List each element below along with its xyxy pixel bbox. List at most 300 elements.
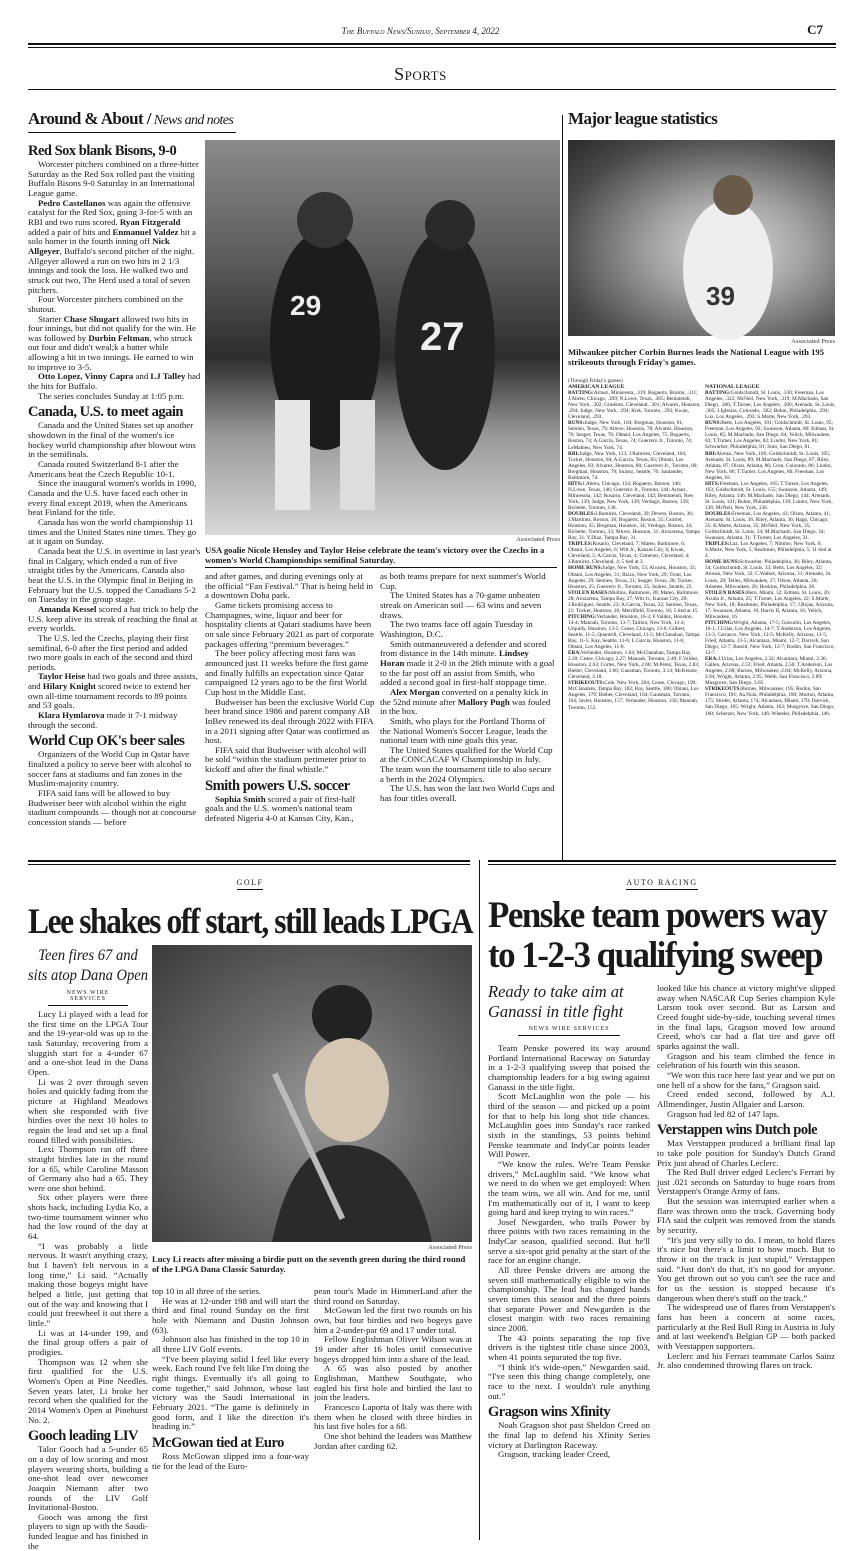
- text: Starter: [38, 313, 64, 324]
- auto-column-1: [488, 1044, 650, 1540]
- league-name: NATIONAL LEAGUE: [705, 384, 760, 390]
- stat-leaders: Freeman, Los Angeles, 165; T.Turner, Los Angeles, 163; Goldschmidt, St. Louis, 155; Swanson, Atlanta, 149; Riley, Atlanta, 146; M.Machado, San Diego, 144; Arenado, St. Louis, 141; Bohm, Philadelphia, 139; Lindor, New York, 136; McNeil, New York, 136.: [705, 480, 833, 511]
- stat-label: HITS:: [568, 480, 583, 487]
- text: scored a pair of first-half goals and the U.S. women's national team defeated Nigeria 4-0 at Kansas City, Kan.,: [205, 793, 356, 824]
- paragraph: [28, 1193, 148, 1241]
- text: Six other players were three shots back, including Lydia Ko, a two-time tournament winner who had the low round of the day at 64.: [28, 1192, 148, 1242]
- stat-label: STRIKEOUTS:: [705, 686, 742, 693]
- text: Creed ended second, followed by A.J. Allmendinger, Justin Allgaier and Larson.: [657, 1089, 835, 1109]
- stat-leaders: Freeman, Los Angeles, 43; Olson, Atlanta, 41; Arenado, St. Louis, 36; Riley, Atlanta, 36; Happ, Chicago, 35; K.Marte, Arizona, 35; McNeil, New York, 35; Goldschmidt, St. Louis, 34; M.Machado, San Diego, 34; Swanson, Atlanta, 31; T.Turner, Los Angeles, 31.: [705, 510, 831, 542]
- text: “We won this race here last year and we put on one hell of a show for the fans,” Gragson said.: [657, 1069, 835, 1090]
- stat-category: [568, 650, 701, 680]
- stat-label: STRIKEOUTS:: [568, 680, 605, 687]
- stat-label: RUNS:: [705, 420, 722, 427]
- stat-category: [705, 511, 836, 541]
- around-column-3: [380, 572, 555, 860]
- paragraph: [314, 1335, 472, 1364]
- text: Since the inaugural women's worlds in 1990, Canada and the U.S. have faced each other in every final except 2019, when the Americans beat Finland for the title.: [28, 478, 197, 518]
- stat-category: [568, 541, 701, 565]
- golf-kicker: [28, 878, 472, 887]
- paragraph: [380, 620, 555, 639]
- stat-category: [568, 390, 701, 420]
- stat-label: HITS:: [705, 480, 720, 487]
- stat-leaders: Bern, Miami, 32; Edman, St. Louis, 26; Acuña Jr., Atlanta, 25; T.Turner, Los Angeles, 22; S.Marte, New York, 18; Realmuto, Philadelphia, 17; J.Rojas, Arizona, 17; Swanson, Atlanta, 16; Harris II, Atlanta, 16; Yelich, Milwaukee, 16.: [705, 589, 834, 620]
- text: Canada has won the world championship 11 times and the United States nine times. They go at it again on Sunday.: [28, 516, 197, 547]
- text: was fouled in the box.: [380, 696, 551, 717]
- stat-category: [568, 420, 701, 450]
- svg-text:27: 27: [420, 315, 465, 359]
- stat-leaders: Arraez, Minnesota, .319; Bogaerts, Boston, .311; J.Abreu, Chicago, .309; N.Lowe, Texas, .305; Benintendi, New York, .302; Giménez, Cleveland, .301; Alvarez, Houston, .294; Judge, New York, .294; Kirk, Toronto, .293; Kwan, Cleveland, .293.: [568, 390, 701, 421]
- pitcher-figure: [568, 140, 835, 336]
- text: Scott McLaughlin won the pole — his third of the season — and picked up a point for that to help his long shot title chances. McLaughlin goes into Sunday's race ranked sixth in the standings, 53 points behind Penske teammate and IndyCar points leader Will Power.: [488, 1091, 650, 1160]
- stat-label: HOME RUNS:: [568, 565, 603, 572]
- stat-leaders: Alonso, New York, 106; Goldschmidt, St. Louis, 105; Arenado, St. Louis, 89; M.Machado, San Diego, 87; Riley, Atlanta, 87; Olson, Atlanta, 86; Cron, Colorado, 86; Lindor, New York, 86; T.Turner, Los Angeles, 86; Freeman, Los Angeles, 81.: [705, 450, 832, 481]
- stat-label: STOLEN BASES:: [705, 589, 747, 596]
- svg-text:39: 39: [706, 281, 735, 311]
- paragraph: [28, 634, 201, 673]
- text: Li was at 14-under 199, and the final group offers a pair of prodigies.: [28, 1327, 148, 1357]
- bold-name: LJ Talley: [150, 371, 186, 382]
- around-column-1: [28, 140, 201, 860]
- paragraph: [488, 1334, 650, 1363]
- golf-headline: Lee shakes off start, still leads LPGA: [28, 901, 473, 941]
- page-number: C7: [807, 22, 823, 37]
- stat-leaders: Burnes, Milwaukee, 195; Rodón, San Francisco, 191; Aa.Nola, Philadelphia, 180; Morton, Atlanta, 175; Strider, Atlanta, 174; Alcantara, Miami, 170; Darvish, San Diego, 165; Wright, Atlanta, 163; Musgrove, San Diego, 160; Scherzer, New York, 146; Wheeler, Philadelphia, 146.: [705, 686, 835, 717]
- bold-name: Enmanuel Valdez: [112, 226, 179, 237]
- paragraph: [488, 1160, 650, 1218]
- byline: NEWS WIRE SERVICES: [48, 990, 128, 1006]
- stat-label: STOLEN BASES:: [568, 589, 610, 596]
- text: McGowan led the first two rounds on his own, but four birdies and two bogeys gave him a 2-under-par 69 and 17 under total.: [314, 1305, 472, 1335]
- stat-leaders: Luz, Los Angeles, 7; Nimmo, New York, 6; S.Marte, New York, 5; Realmuto, Philadelphia, 5; 11 tied at 4.: [705, 541, 832, 560]
- bold-name: Lindsey Horan: [380, 648, 529, 668]
- text: , who struck out four and didn't weal;k a batter while allowing a hit in two innings. He earned to win to improve to 3-5.: [28, 332, 194, 372]
- stat-category: [705, 420, 836, 450]
- subhead: Red Sox blank Bisons, 9-0: [28, 143, 177, 159]
- stat-leaders: Rosario, Cleveland, 7; Mateo, Baltimore, 6; Ohtani, Los Angeles, 6; Witt Jr., Kansas City, 6; Kwan, Cleveland, 5; A.García, Texas, 4; Gimenez, Cleveland, 4; J.Ramírez, Cleveland, 4; 5 tied at 3.: [568, 541, 690, 566]
- paragraph: [28, 1145, 148, 1193]
- text: The widespread use of flares from Verstappen's fans has been a concern at some races, particularly at the Red Bull Ring in Austria in July and at last weekend's Belgian GP — both packed with Verstappen supporters.: [657, 1302, 835, 1351]
- text: pean tour's Made in HimmerLand after the third round on Saturday.: [314, 1286, 472, 1306]
- paragraph: [657, 1197, 835, 1236]
- text: Organizers of the World Cup in Qatar have finalized a policy to serve beer with alcohol to soccer fans at stadiums and fan zones in the Muslim-majority country.: [28, 749, 192, 789]
- text: The Red Bull driver edged Leclerc's Ferrari by just .021 seconds on Saturday to huge roars from Verstappen's Orange Army of fans.: [657, 1167, 835, 1197]
- around-title: Around & About /: [28, 109, 151, 128]
- stat-label: HOME RUNS:: [705, 559, 740, 566]
- stat-category: [705, 541, 836, 559]
- stat-label: ERA:: [568, 650, 581, 657]
- paragraph: [657, 1236, 835, 1304]
- stat-category: [568, 481, 701, 511]
- paragraph: [657, 1071, 835, 1090]
- stat-label: RUNS:: [568, 420, 585, 427]
- stats-note: (Through Friday's games): [568, 378, 623, 384]
- stat-category: [705, 481, 836, 511]
- text: The United States qualified for the World Cup at the CONCACAF W Championship in July. The team won the tournament title to also secure a berth in the 2024 Olympics.: [380, 744, 553, 784]
- paragraph: [314, 1432, 472, 1451]
- paragraph: [28, 460, 201, 479]
- text: as both teams prepare for next summer's World Cup.: [380, 571, 546, 591]
- paragraph: [28, 372, 201, 391]
- paragraph: [28, 315, 201, 373]
- text: made it 7-1 midway through the second.: [28, 710, 178, 730]
- text: Lucy Li played with a lead for the first time on the LPGA Tour and the 19-year-old was up to the task Saturday, recovering from a sluggish start for a 4-under 67 and a one-shot lead in the Dana Open.: [28, 1009, 148, 1077]
- paragraph: [657, 1352, 835, 1371]
- baseball-photo: [568, 140, 835, 336]
- photo-caption: Milwaukee pitcher Corbin Burnes leads the National League with 195 strikeouts through Friday's games.: [568, 347, 824, 367]
- paragraph: [488, 1218, 650, 1266]
- text: The series concludes Sunday at 1:05 p.m.: [38, 390, 185, 401]
- subhead: Gooch leading LIV: [28, 1428, 138, 1445]
- paragraph: [657, 1090, 835, 1109]
- stat-label: BATTING:: [568, 390, 594, 397]
- stat-category: [568, 614, 701, 650]
- divider: [28, 860, 470, 865]
- stat-category: [705, 590, 836, 620]
- bold-name: Taylor Heise: [38, 671, 86, 682]
- stat-leaders: J.Urías, Los Angeles, 2.32; Alcantara, Miami, 2.36; Gallen, Arizona, 2.53; Fried, Atlanta, 2.56; T.Anderson, Los Angeles, 2.68; Burnes, Milwaukee, 2.84; McKelly, Arizona, 2.94; Wright, Atlanta, 2.95; Webb, San Francisco, 2.89; Musgrove, San Diego, 3.05.: [705, 656, 833, 687]
- golf-column-1: [28, 1009, 148, 1551]
- paragraph: [28, 1358, 148, 1426]
- photo-credit: Associated Press: [791, 338, 835, 345]
- text: The two teams face off again Tuesday in Washington, D.C.: [380, 619, 533, 639]
- bold-name: Sophia Smith: [215, 793, 266, 804]
- text: The 43 points separating the top five drivers is the tightest title chase since 2003, when 41 points separated the top five.: [488, 1332, 650, 1362]
- paragraph: [28, 199, 201, 296]
- text: hit a solo homer in the fourth inning off: [28, 226, 196, 247]
- text: added a pair of hits and: [28, 226, 113, 237]
- stat-category: [568, 590, 701, 614]
- paragraph: [205, 698, 375, 746]
- folio: The Buffalo News/Sunday, September 4, 2022: [341, 26, 500, 36]
- divider: [28, 43, 836, 48]
- paragraph: [28, 1010, 148, 1078]
- text: Smith outmaneuvered a defender and scored from distance in the 14th minute.: [380, 638, 547, 659]
- text: Canada and the United States set up another showdown in the final of the women's ice hockey world championship after blowout wins in the semifinals.: [28, 420, 196, 460]
- text: Canada beat the U.S. in overtime in last year's final in Calgary, which ended a run of five straight titles by the Americans. Canada also beat the U.S. in the Olympic final in Beijing in February but the U.S. topped the Canadians 5-2 on Tuesday in the group stage.: [28, 545, 201, 605]
- text: Li was 2 over through seven holes and quickly fading from the picture at Highland Meadows when she responded with five birdies over the next 10 holes to regain the lead and set up a final round filled with possibilities.: [28, 1076, 148, 1145]
- text: Francesco Laporta of Italy was there with them when he closed with three birdies in his last five holes for a 68.: [314, 1401, 472, 1432]
- stat-category: [568, 680, 701, 710]
- text: converted on a penalty kick in the 52nd minute after: [380, 686, 549, 707]
- photo-caption: Lucy Li reacts after missing a birdie putt on the seventh green during the third round of the LPGA Dana Classic Saturday.: [152, 1254, 466, 1274]
- stat-leaders: Judge, New York, 113; J.Ramírez, Cleveland, 104; Tucker, Houston, 94; A.García, Texas, 83; Ohtani, Los Angeles, 83; Alvarez, Houston, 80; Guerrero Jr., Toronto, 80; Bregman, Houston, 78; Suárez, Seattle, 76; Santander, Baltimore, 74.: [568, 450, 698, 481]
- text: Josef Newgarden, who trails Power by three points with two races remaining in the IndyCar season, qualified second. But he'll serve a six-spot grid penalty at the start of the race for an engine change.: [488, 1216, 650, 1266]
- text: scored a hat trick to help the U.S. keep alive its streak of reaching the final at every worlds.: [28, 603, 199, 634]
- paragraph: [488, 1450, 650, 1460]
- auto-column-2: [657, 984, 835, 1540]
- paragraph: [28, 1329, 148, 1358]
- paragraph: [657, 1168, 835, 1197]
- nl-categories: [705, 390, 836, 717]
- paragraph: [380, 688, 555, 717]
- paragraph: [28, 479, 201, 518]
- text: “It's just very silly to do. I mean, to hold flares it's nice but there's a limit to how much. But to throw it on the track is just stupid,” Verstappen said. “Just don't do that, it's no good for anyone. You get thrown out so you can't see the race and for us the session is stopped because it's dangerous when there's stuff on the track.”: [657, 1234, 835, 1303]
- text: Johnson also has finished in the top 10 in all three LIV Golf events.: [152, 1334, 309, 1354]
- subhead: Verstappen wins Dutch pole: [657, 1122, 818, 1139]
- paragraph: [314, 1364, 472, 1403]
- kicker-label: AUTO RACING: [626, 878, 697, 890]
- section-title: Sports: [394, 64, 447, 84]
- golf-deck-block: [28, 946, 148, 1006]
- golf-deck-box: [28, 946, 148, 986]
- subhead: Gragson wins Xfinity: [488, 1404, 611, 1421]
- stat-leaders: Cole, New York, 204; Cease, Chicago, 190; McClanahan, Tampa Bay, 182; Ray, Seattle, 180; Ohtani, Los Angeles, 179; Bieber, Cleveland, 164; Gausman, Toronto, 164; Javier, Houston, 157; Verlander, Houston, 156; Manoah, Toronto, 153.: [568, 680, 699, 711]
- paragraph: [205, 795, 375, 824]
- hockey-photo: [205, 140, 560, 535]
- stat-label: DOUBLES:: [568, 511, 596, 518]
- svg-text:29: 29: [290, 290, 322, 321]
- text: Leclerc and his Ferrari teammate Carlos Sainz Jr. also condemned throwing flares on track.: [657, 1350, 835, 1371]
- bold-name: Amanda Kessel: [38, 603, 97, 614]
- byline: NEWS WIRE SERVICES: [518, 1026, 620, 1036]
- stat-leaders: J.Ramírez, Cleveland, 39; Devers, Boston, 36; J.Martinez, Boston, 36; Bogaerts, Boston, 35; Gurriel, Houston, 35; Bregman, Houston, 34; Verdugo, Boston, 34; Bichette, Toronto, 33; Altuve, Houston, 31; Arozarena, Tampa Bay, 31; Y.Díaz, Tampa Bay, 31.: [568, 511, 700, 542]
- text: Four Worcester pitchers combined on the shutout.: [28, 294, 183, 314]
- text: Gooch was among the first players to sign up with the Saudi-funded league and has finished in the: [28, 1511, 148, 1551]
- bold-name: Ryan Fitzgerald: [119, 216, 181, 227]
- stat-leaders: Wright, Atlanta, 17-5; Gonsolin, Los Angeles, 16-1; J.Urías, Los Angeles, 14-7; T.Anderson, Los Angeles, 13-3; Carrasco, New York, 13-5; McKelly, Arizona, 13-5; Fried, Atlanta, 13-5; Alcantara, Miami, 12-7; Darvish, San Diego, 12-7; Bassitt, New York, 12-7; Rodón, San Francisco, 12-7.: [705, 619, 835, 657]
- auto-deck-box: [488, 982, 650, 1022]
- golf-photo: [152, 945, 472, 1242]
- text: Max Verstappen produced a brilliant final lap to take pole position for Sunday's Dutch Grand Prix just ahead of Charles Leclerc.: [657, 1138, 835, 1168]
- paragraph: [205, 572, 375, 601]
- text: “We know the rules. We're Team Penske drivers,” McLaughlin said. “We know what we need to do when we get employed: When the team wins, we all win. And for me, until I'm mathematically out of it, I want to keep going hard and keep trying to win races.”: [488, 1158, 650, 1218]
- stat-category: [705, 620, 836, 656]
- paragraph: [657, 1303, 835, 1351]
- paragraph: [205, 649, 375, 697]
- paragraph: [28, 672, 201, 711]
- text: was again the offensive catalyst for the Red Sox, going 3-for-5 with an RBI and two runs scored.: [28, 197, 193, 227]
- paragraph: [488, 1044, 650, 1092]
- text: “I think it's wide-open,” Newgarden said. “I've seen this thing change completely, one race to the next. I wouldn't rule anything out.”: [488, 1361, 650, 1401]
- stat-leaders: Betts, Los Angeles, 101; Goldschmidt, St. Louis, 95; Freeman, Los Angeles, 93; Swanson, Atlanta, 86; Edman, St. Louis, 85; M.Machado, San Diego, 84; Yelich, Milwaukee, 83; T.Turner, Los Angeles, 82; Lindor, New York, 81; Schwarber, Philadelphia, 81; Soto, San Diego, 81.: [705, 420, 835, 451]
- stat-label: RBI:: [705, 450, 717, 457]
- subhead: Smith powers U.S. soccer: [205, 777, 350, 794]
- divider: [205, 567, 557, 568]
- text: and: [133, 371, 151, 382]
- bold-name: Klara Hymlarova: [38, 710, 105, 721]
- column-divider: [562, 115, 563, 860]
- paragraph: [28, 547, 201, 605]
- text: Gragson had led 82 of 147 laps.: [667, 1108, 780, 1119]
- paragraph: [28, 518, 201, 547]
- paragraph: [314, 1403, 472, 1432]
- text: Budweiser has been the exclusive World Cup beer brand since 1986 and parent company AB InBev renewed its deal through 2022 with FIFA in a 2011 signing after Qatar was confirmed as host.: [205, 696, 375, 746]
- text: The United States has a 70-game unbeaten streak on American soil — 63 wins and seven draws.: [380, 590, 542, 620]
- stat-leaders: Judge, New York, 53; Alvarez, Houston, 33; Ohtani, Los Angeles, 31; Rizzo, New York, 29; Trout, Los Angeles, 29; Semien, Texas, 21; Seager, Texas, 28; Tucker, Houston, 25; Guerrero Jr., Toronto, 25; Suárez, Seattle, 25.: [568, 565, 697, 590]
- paragraph: [205, 601, 375, 649]
- text: allowed two hits in four innings, but did not qualify for the win. He was followed by: [28, 313, 196, 343]
- text: The beer policy affecting most fans was announced just 11 weeks before the first game and finally fulfills an expectation since Qatar campaigned 12 years ago to be the first World Cup host in the Middle East.: [205, 648, 369, 697]
- paragraph: [380, 591, 555, 620]
- column-divider: [479, 860, 480, 1540]
- bold-name: Pedro Castellanos: [38, 197, 106, 208]
- paragraph: [28, 605, 201, 634]
- golf-column-3: [314, 1287, 472, 1540]
- around-column-2: [205, 572, 375, 860]
- text: A 65 was also posted by another Englishman, Matthew Southgate, who eagled his first hole and birdied the last to join the leaders.: [314, 1363, 472, 1403]
- around-header: [28, 109, 236, 133]
- paragraph: [380, 717, 555, 746]
- text: Ross McGowan slipped into a four-way tie for the lead of the Euro-: [152, 1450, 309, 1471]
- subhead: Canada, U.S. to meet again: [28, 404, 183, 421]
- auto-deck-block: [488, 982, 650, 1036]
- paragraph: [28, 160, 201, 199]
- around-subtitle: News and notes: [150, 113, 234, 128]
- paragraph: [488, 1092, 650, 1160]
- golf-deck: Teen fires 67 and sits atop Dana Open: [28, 947, 148, 984]
- auto-headline: Penske team powers way to 1-2-3 qualifying sweep: [488, 895, 827, 976]
- paragraph: [488, 1421, 650, 1450]
- stat-leaders: Verlander, Houston, 1.84; McClanahan, Tampa Bay, 2.20; Cease, Chicago, 2.27; Manoah, Toronto, 2.40; F.Valdez, Houston, 2.63; Cortes, New York, 2.68; M.Pérez, Texas, 2.83; Bieber, Cleveland, 3.06; Gausman, Toronto, 3.14; McKenzie, Cleveland, 3.18.: [568, 650, 700, 681]
- stat-leaders: Verlander, Houston, 16-3; F.Valdez, Houston, 14-4; Manoah, Toronto, 13-7; Taillon, New York, 13-4; Urquidy, Houston, 13-5; Cease, Chicago, 13-6; Gilbert, Seattle, 11-5; Quantrill, Cleveland, 11-5; McClanahan, Tampa Bay, 11-5; Kay, Seattle, 11-6; L.García, Houston, 11-6; Ohtani, Los Angeles, 11-8.: [568, 613, 700, 651]
- photo-credit: Associated Press: [428, 1244, 472, 1251]
- photo-credit: Associated Press: [516, 536, 560, 543]
- paragraph: [657, 1110, 835, 1120]
- text: Gragson, tracking leader Creed,: [498, 1449, 611, 1460]
- stat-category: [568, 565, 701, 589]
- bold-name: Durbin Feltman: [88, 332, 150, 343]
- text: FIFA said that Budweiser with alcohol will be sold “within the stadium perimeter prior to kickoff and after the final whistle.”: [205, 744, 367, 775]
- stat-category: [568, 511, 701, 541]
- text: The U.S. has won the last two World Cups and has four titles overall.: [380, 783, 555, 804]
- stat-leaders: Schwarber, Philadelphia, 36; Riley, Atlanta, 34; Goldschmidt, St. Louis, 33; Betts, Los Angeles, 32; Alonso, New York, 32; C.Walker, Arizona, 31; Arenado, St. Louis, 28; Tellez, Milwaukee, 27; Olson, Atlanta, 26; Adames, Milwaukee, 26; Hoskins, Philadelphia, 26.: [705, 559, 833, 590]
- text: made it 2-0 in the 26th minute with a goal to the far post off an assist from Smith, who added a second goal in first-half stoppage time.: [380, 657, 555, 688]
- stat-category: [705, 656, 836, 686]
- nl-stats: [705, 384, 836, 860]
- hockey-photo-figures: [205, 140, 560, 535]
- paragraph: [28, 750, 201, 789]
- text: Fellow Englishman Oliver Wilson was at 19 under after 16 holes until consecutive bogeys dropped him into a share of the lead.: [314, 1334, 472, 1364]
- paragraph: [28, 1445, 148, 1513]
- stat-leaders: Judge, New York, 104; Bregman, Houston, 81; Semien, Texas, 79; Altuve, Houston, 78; Alvarez, Houston, 76; Seager, Texas, 76; Ohtani, Los Angeles, 75; Bogaerts, Boston, 74; A.García, Texas, 74; Guerrero Jr., Toronto, 74; LeMahieu, New York, 74.: [568, 420, 694, 451]
- text: But the session was interrupted earlier when a flare was thrown onto the track. Governing body FIA said the culprit was removed from the stands by security.: [657, 1196, 835, 1236]
- text: Worcester pitchers combined on a three-hitter Saturday as the Red Sox rolled past the visiting Buffalo Bisons 9-0 Saturday in an International League game.: [28, 159, 199, 198]
- kicker-label: GOLF: [237, 878, 264, 890]
- paragraph: [152, 1297, 309, 1336]
- stat-leaders: J.Abreu, Chicago, 154; Bogaerts, Boston, 146; N.Lowe, Texas, 146; Guerrero Jr., Toronto, 144; Arraez, Minnesota, 142; Rosario, Cleveland, 142; Benintendi, New York, 139; Judge, New York, 139; Verdugo, Boston, 139; Bichette, Toronto, 138.: [568, 480, 694, 511]
- paragraph: [314, 1306, 472, 1335]
- text: Game tickets promising access to Champagnes, wine, liquor and beer for hospitality clients at Qatari stadiums have been on sale since February 2021 as part of corporate packages offering “premium beverages.”: [205, 599, 375, 649]
- stat-category: [705, 686, 836, 716]
- bold-name: Otto Lopez, Vinny Capra: [38, 371, 134, 382]
- subhead: McGowan tied at Euro: [152, 1434, 284, 1451]
- stat-label: DOUBLES:: [705, 510, 733, 517]
- paragraph: [28, 421, 201, 460]
- paragraph: [28, 789, 201, 828]
- paragraph: [28, 392, 201, 402]
- stat-category: [705, 559, 836, 589]
- paragraph: [152, 1452, 309, 1471]
- paragraph: [380, 572, 555, 591]
- paragraph: [28, 1078, 148, 1146]
- stats-title: Major league statistics: [568, 109, 718, 128]
- paragraph: [152, 1335, 309, 1354]
- stat-category: [705, 390, 836, 420]
- photo-caption: USA goalie Nicole Hensley and Taylor Heise celebrate the team's victory over the Czechs in a women's World Championships semifinal Saturday.: [205, 545, 545, 565]
- stat-label: ERA:: [705, 656, 718, 663]
- stat-category: [705, 451, 836, 481]
- text: Noah Gragson shot past Sheldon Creed on the final lap to defend his Xfinity Series victory at Darlington Raceway.: [488, 1420, 650, 1450]
- stat-label: RBI:: [568, 450, 580, 457]
- bold-name: Alex Morgan: [390, 686, 440, 697]
- paragraph: [380, 640, 555, 688]
- paragraph: [28, 295, 201, 314]
- text: All three Penske drivers are among the seven still mathematically eligible to win the championship. The lead has changed hands seven times this season and the three points that separate Power and Newgarden is the closest margin with two races remaining since 2008.: [488, 1265, 650, 1334]
- divider: [28, 89, 836, 90]
- text: The U.S. led the Czechs, playing their first semifinal, 6-0 after the first period and added two more goals in each of the second and third periods.: [28, 632, 193, 672]
- auto-deck: Ready to take aim at Ganassi in title fight: [488, 982, 624, 1021]
- text: He was at 12-under 198 and will start the third and final round Sunday on the first hole with Niemann and Dustin Johnson (63).: [152, 1295, 309, 1335]
- text: looked like his chance at victory might've slipped away when NASCAR Cup Series champion Kyle Larson took over second. But as Larson and Creed fought side-by-side, touching several times in the final laps, Gragson moved low around Creed, who's car had a flat tire and gave off sparks against the wall.: [657, 983, 835, 1051]
- paragraph: [488, 1266, 650, 1334]
- text: had two goals and three assists, and: [28, 671, 198, 692]
- paragraph: [205, 746, 375, 775]
- golfer-figure: [152, 945, 472, 1242]
- stat-label: TRIPLES:: [568, 541, 593, 548]
- text: had the hits for Buffalo.: [28, 371, 201, 392]
- paragraph: [380, 784, 555, 803]
- auto-headline-box: [488, 896, 828, 976]
- bold-name: Hilary Knight: [42, 681, 96, 692]
- paragraph: [28, 711, 201, 730]
- stat-label: BATTING:: [705, 390, 731, 397]
- text: One shot behind the leaders was Matthew Jordan after carding 62.: [314, 1430, 472, 1451]
- divider: [488, 860, 836, 865]
- text: and after games, and during evenings only at the official “Fan Festival.” That is being held in a downtown Doha park.: [205, 571, 373, 601]
- text: Talor Gooch had a 5-under 65 on a day of low scoring and most players wearing shorts, building a one-shot lead over newcomer Joaquin Niemann after two rounds of the LIV Golf Invitational-Boston.: [28, 1444, 148, 1513]
- text: FIFA said fans will be allowed to buy Budweiser beer with alcohol within the eight stadium compounds — though not at concourse concession stands — before: [28, 788, 197, 827]
- bold-name: Mallory Pugh: [457, 696, 510, 707]
- paragraph: [28, 1242, 148, 1329]
- paragraph: [380, 746, 555, 785]
- text: top 10 in all three of the series.: [152, 1286, 261, 1296]
- subhead: World Cup OK's beer sales: [28, 733, 185, 750]
- stat-category: [568, 451, 701, 481]
- text: scored twice to extend her own all-time tournament records to 89 points and 53 goals.: [28, 681, 191, 711]
- text: Lexi Thompson ran off three straight birdies late in the round for a 65, while Caroline Masson of Germany also had a 65. They were one shot behind.: [28, 1144, 148, 1193]
- auto-kicker: [488, 878, 836, 887]
- al-stats: [568, 378, 701, 860]
- text: Canada routed Switzerland 8-1 after the Americans beat the Czech Republic 10-1.: [28, 459, 179, 479]
- text: Smith, who plays for the Portland Thorns of the National Women's Soccer League, leads the national team with nine goals this year.: [380, 715, 548, 746]
- stat-leaders: Goldschmidt, St. Louis, .330; Freeman, Los Angeles, .322; McNeil, New York, .319; M.Machado, San Diego, .306; T.Turner, Los Angeles, .306; Arenado, St. Louis, .305; J.Iglesias, Colorado, .302; Bohm, Philadelphia, .294; Lux, Los Angeles, .293; S.Marte, New York, .293.: [705, 390, 836, 421]
- paragraph: [657, 1139, 835, 1168]
- text: Team Penske powered its way around Portland International Raceway on Saturday in a 1-2-3 qualifying sweep that poised the championship leaders for a big swing against Ganassi in the title fight.: [488, 1043, 650, 1092]
- paragraph: [488, 1363, 650, 1402]
- paragraph: [152, 1355, 309, 1432]
- stat-leaders: Mullins, Baltimore, 28; Mateo, Baltimore, 28; Arozarena, Tampa Bay, 27; Witt Jr., Kansas City, 26; J.Rodríguez, Seattle, 23; A.García, Texas, 22; Semien, Texas, 21; Tucker, Houston, 20; Merrifield, Toronto, 16; 5 tied at 15.: [568, 589, 700, 614]
- paragraph: [314, 1287, 472, 1306]
- golf-headline-box: [28, 903, 472, 943]
- text: “I was probably a little nervous. It wasn't anything crazy, but I haven't felt nervous in a long time,” Li said. “Actually making those bogeys might have helped a little, just getting that out of the way and knowing that I could just freewheel it out there a little.”: [28, 1240, 148, 1328]
- bold-name: Chase Shugart: [63, 313, 120, 324]
- league-name: AMERICAN LEAGUE: [568, 384, 625, 391]
- paragraph: [657, 1052, 835, 1071]
- paragraph: [657, 984, 835, 1052]
- text: “I've been playing solid I feel like every week. Each round I've felt like I'm doing the right things. Eventually it's all going to come together,” said Johnson, whose last victory was the Saudi International in February 2021. “The game is definitely in good form, and I like the direction it's heading in.”: [152, 1353, 309, 1432]
- stat-label: PITCHING:: [705, 619, 734, 626]
- bold-name: Nick Allgeyer: [28, 236, 170, 256]
- text: Thompson was 12 when she first qualified for the U.S. Women's Open at Pine Needles. Seven years later, Li broke her record when she qualified for the 2014 Women's Open at Pinehurst No. 2.: [28, 1356, 148, 1425]
- stat-label: TRIPLES:: [705, 541, 730, 548]
- stat-label: PITCHING:: [568, 613, 597, 620]
- text: , Buffalo's second pitcher of the night. Allgeyer allowed a run on two hits in 2 1/3 innings and took the loss. He walked two and struck out two, The Herd used a total of seven pitchers.: [28, 245, 195, 295]
- golf-column-2: [152, 1287, 309, 1540]
- text: Gragson and his team climbed the fence in celebration of his fourth win this season.: [657, 1050, 835, 1071]
- al-categories: [568, 390, 701, 710]
- paragraph: [28, 1513, 148, 1551]
